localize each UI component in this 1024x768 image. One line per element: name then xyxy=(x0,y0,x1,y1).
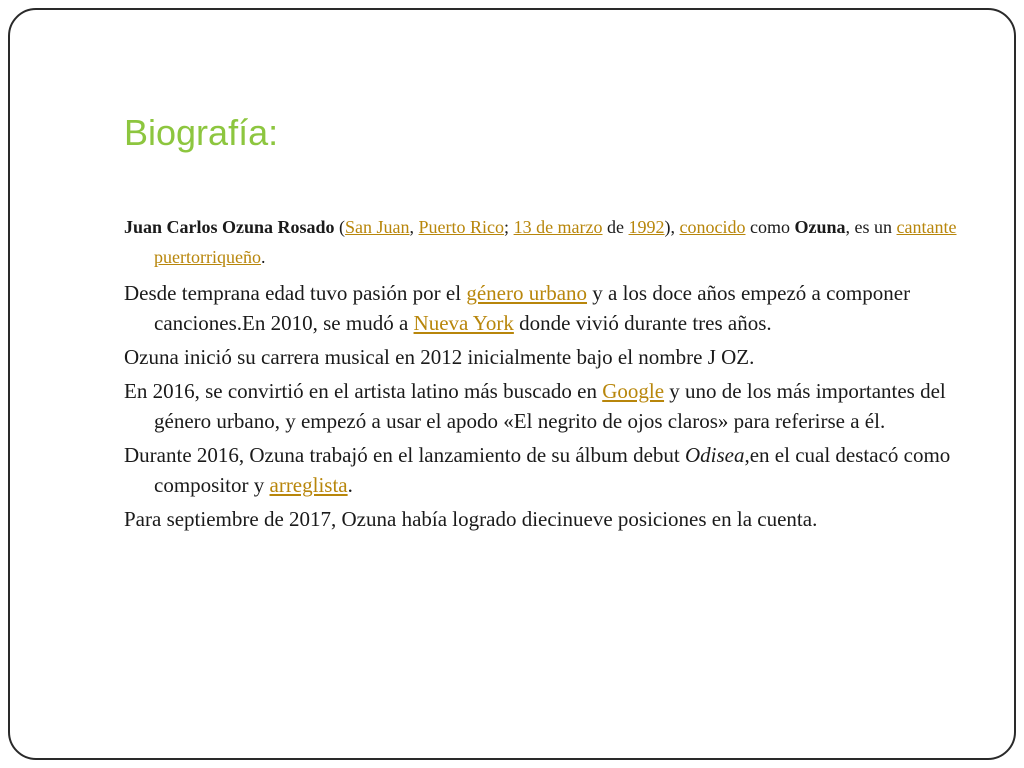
paragraph-2016: En 2016, se convirtió en el artista latino más buscado en Google y uno de los más importantes del género urbano, y empezó a usar el apodo «El negrito de ojos claros» para referirse a él. xyxy=(124,379,946,433)
paragraph-career-start: Ozuna inició su carrera musical en 2012 inicialmente bajo el nombre J OZ. xyxy=(124,345,755,369)
link-13-de-marzo[interactable]: 13 de marzo xyxy=(513,217,603,237)
link-arreglista[interactable]: arreglista xyxy=(269,473,348,497)
link-cantante[interactable]: cantante xyxy=(896,217,957,237)
stage-name: Ozuna xyxy=(794,217,846,237)
paragraph-2017: Para septiembre de 2017, Ozuna había logrado diecinueve posiciones en la cuenta. xyxy=(124,507,818,531)
paragraph-intro: Juan Carlos Ozuna Rosado (San Juan, Puerto Rico; 13 de marzo de 1992), conocido como Ozuna, es un cantante puertorriqueño. xyxy=(124,217,957,267)
link-puerto-rico[interactable]: Puerto Rico xyxy=(418,217,505,237)
link-google[interactable]: Google xyxy=(602,379,665,403)
full-name: Juan Carlos Ozuna Rosado xyxy=(124,217,335,237)
slide-title: Biografía: xyxy=(124,112,279,153)
link-puertorriqueno[interactable]: puertorriqueño xyxy=(154,247,261,267)
link-conocido[interactable]: conocido xyxy=(679,217,746,237)
link-san-juan[interactable]: San Juan xyxy=(345,217,410,237)
link-1992[interactable]: 1992 xyxy=(628,217,665,237)
link-genero-urbano[interactable]: género urbano xyxy=(466,281,588,305)
album-title: Odisea xyxy=(684,443,745,467)
link-nueva-york[interactable]: Nueva York xyxy=(413,311,514,335)
paragraph-album: Durante 2016, Ozuna trabajó en el lanzamiento de su álbum debut Odisea,en el cual destacó como compositor y arreglista. xyxy=(124,443,951,497)
slide-content xyxy=(124,212,984,538)
slide xyxy=(8,8,1016,760)
paragraph-early-life: Desde temprana edad tuvo pasión por el género urbano y a los doce años empezó a componer canciones.En 2010, se mudó a Nueva York donde vivió durante tres años. xyxy=(124,281,911,335)
